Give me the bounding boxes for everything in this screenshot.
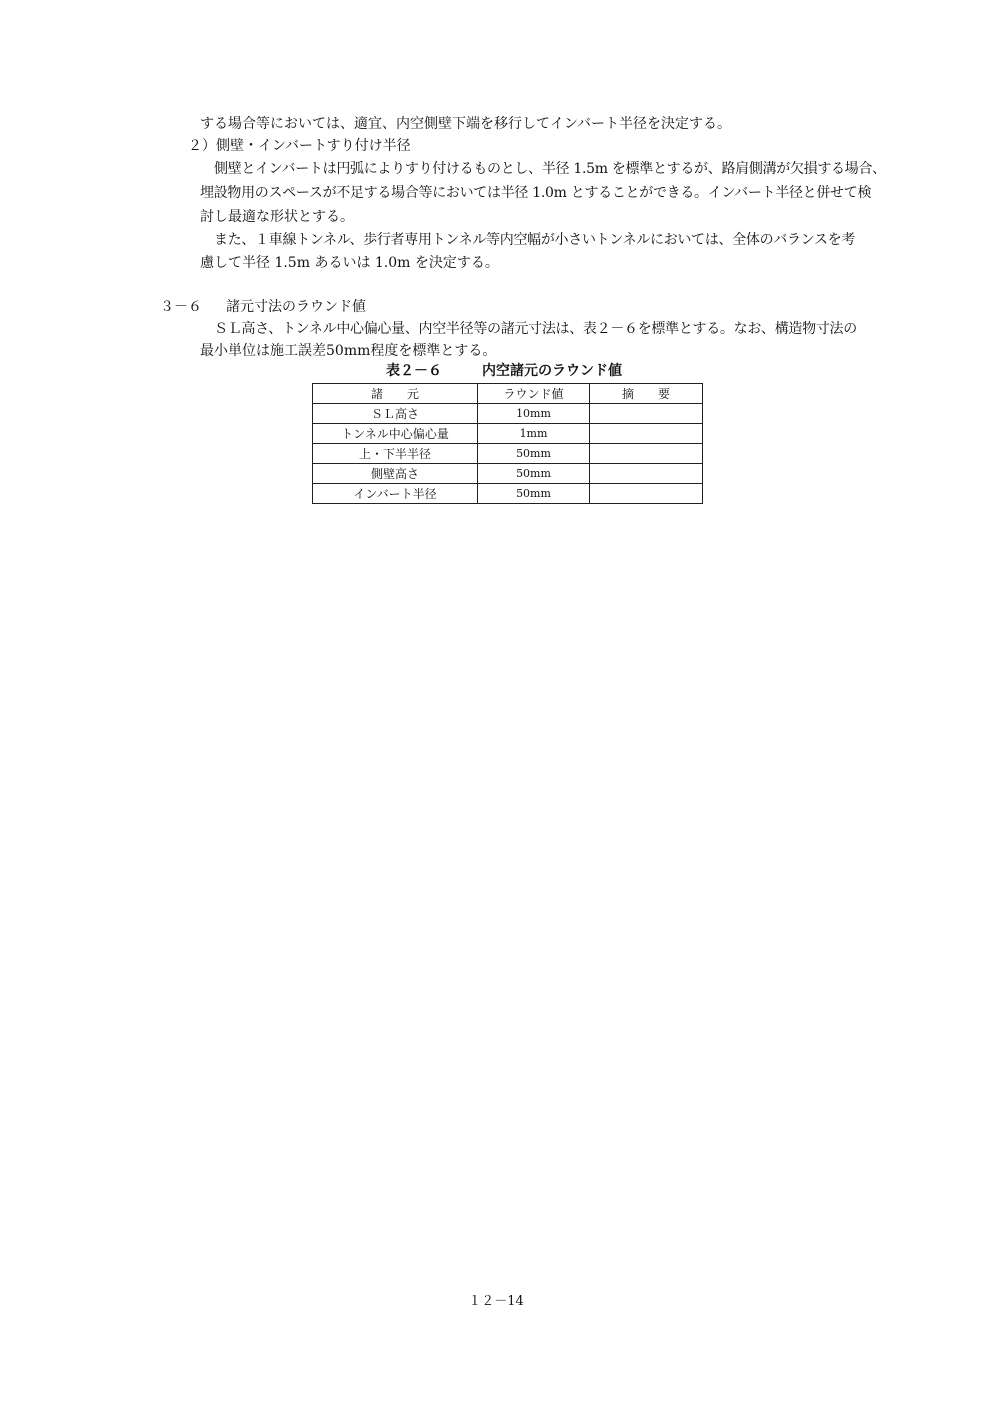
row-value: 50mm [478,464,590,484]
row-remark [590,464,703,484]
row-remark [590,424,703,444]
row-name: インバート半径 [313,484,478,504]
table-row [313,444,703,464]
row-remark [590,404,703,424]
section-title: 諸元寸法のラウンド値 [226,299,366,315]
header-remarks: 摘 要 [590,384,703,404]
row-remark [590,444,703,464]
body-line-6: また、１車線トンネル、歩行者専用トンネル等内空幅が小さいトンネルにおいては、全体のバランスを考 [214,232,856,248]
header-round-value: ラウンド値 [478,384,590,404]
body-line-4: 埋設物用のスペースが不足する場合等においては半径 1.0m とすることができる。インバート半径と併せて検 [200,185,872,201]
row-name: 側壁高さ [313,464,478,484]
row-value: 50mm [478,444,590,464]
table-row [313,464,703,484]
table-caption-number: 表２－６ [386,363,442,379]
subheading-invert-radius: ２）側壁・インバートすり付け半径 [188,138,411,154]
page-number: １２－14 [468,1294,524,1309]
section-number: ３－６ [160,299,202,315]
table-header-row [313,384,703,404]
row-value: 1mm [478,424,590,444]
section-heading [160,298,366,316]
row-value: 50mm [478,484,590,504]
section-paragraph-line-2: 最小単位は施工誤差50mm程度を標準とする。 [200,343,497,359]
row-name: 上・下半半径 [313,444,478,464]
rounding-table [312,383,703,504]
row-name: トンネル中心偏心量 [313,424,478,444]
body-line-5: 討し最適な形状とする。 [200,209,354,225]
table-caption-title: 内空諸元のラウンド値 [482,363,622,379]
body-line-7: 慮して半径 1.5m あるいは 1.0m を決定する。 [200,255,499,271]
body-line-1: する場合等においては、適宜、内空側壁下端を移行してインバート半径を決定する。 [200,116,732,132]
row-remark [590,484,703,504]
row-value: 10mm [478,404,590,424]
header-specification: 諸 元 [313,384,478,404]
body-line-3: 側壁とインバートは円弧によりすり付けるものとし、半径 1.5m を標準とするが、路肩側溝が欠損する場合、 [214,161,886,177]
row-name: ＳＬ高さ [313,404,478,424]
table-row [313,484,703,504]
section-paragraph-line-1: ＳＬ高さ、トンネル中心偏心量、内空半径等の諸元寸法は、表２－６を標準とする。なお、構造物寸法の [214,321,857,337]
table-caption [386,362,622,380]
table-row [313,424,703,444]
table-row [313,404,703,424]
